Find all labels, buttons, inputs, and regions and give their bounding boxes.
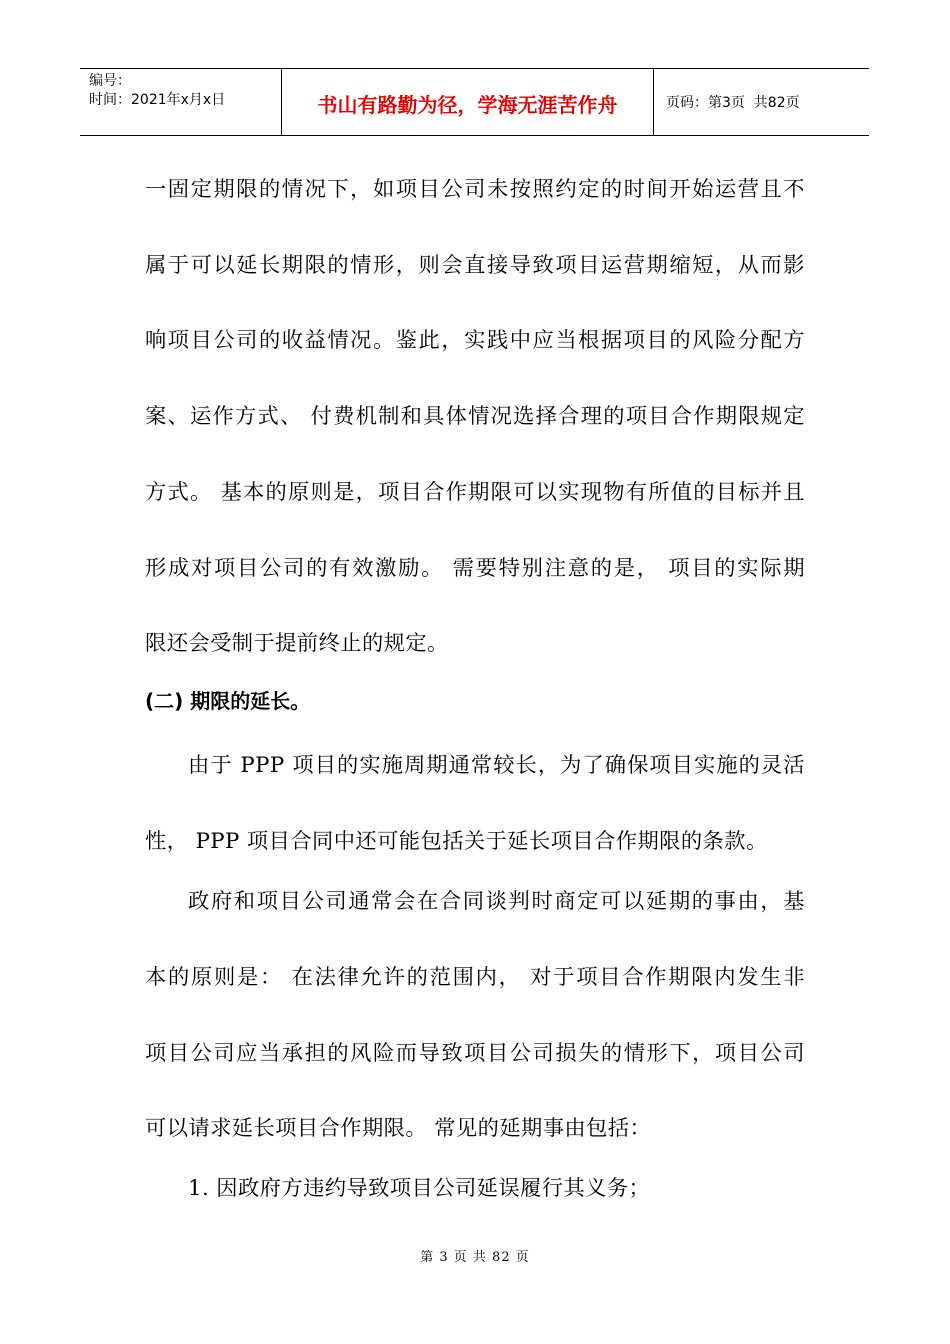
body-line: 形成对项目公司的有效激励。 需要特别注意的是， 项目的实际期 [145, 556, 805, 581]
document-date: 时间：2021年x月x日 [89, 92, 226, 108]
body-line: 项目公司应当承担的风险而导致项目公司损失的情形下，项目公司 [145, 1041, 805, 1066]
page-header [80, 68, 869, 136]
page-info-text: 页码：第3页 共82页 [666, 95, 800, 111]
header-meta [80, 69, 281, 135]
body-line: 政府和项目公司通常会在合同谈判时商定可以延期的事由，基 [188, 889, 805, 914]
header-motto: 书山有路勤为径，学海无涯苦作舟 [281, 69, 654, 135]
section-heading: (二) 期限的延长。 [145, 689, 311, 713]
body-line: 性， PPP 项目合同中还可能包括关于延长项目合作期限的条款。 [145, 829, 768, 854]
list-item: 1. 因政府方违约导致项目公司延误履行其义务； [188, 1176, 651, 1201]
body-line: 可以请求延长项目合作期限。 常见的延期事由包括： [145, 1116, 652, 1141]
body-line: 响项目公司的收益情况。鉴此，实践中应当根据项目的风险分配方 [145, 328, 805, 353]
document-number-label: 编号： [89, 73, 131, 89]
body-line: 本的原则是： 在法律允许的范围内， 对于项目合作期限内发生非 [145, 965, 805, 990]
header-page-info [654, 69, 869, 135]
body-line: 限还会受制于提前终止的规定。 [145, 631, 449, 656]
body-line: 方式。 基本的原则是，项目合作期限可以实现物有所值的目标并且 [145, 480, 805, 505]
body-line: 一固定期限的情况下，如项目公司未按照约定的时间开始运营且不 [145, 177, 805, 202]
page-footer: 第 3 页 共 82 页 [420, 1250, 530, 1265]
body-line: 案、运作方式、 付费机制和具体情况选择合理的项目合作期限规定 [145, 404, 805, 429]
body-line: 属于可以延长期限的情形，则会直接导致项目运营期缩短，从而影 [145, 253, 805, 278]
body-line: 由于 PPP 项目的实施周期通常较长，为了确保项目实施的灵活 [188, 753, 805, 778]
